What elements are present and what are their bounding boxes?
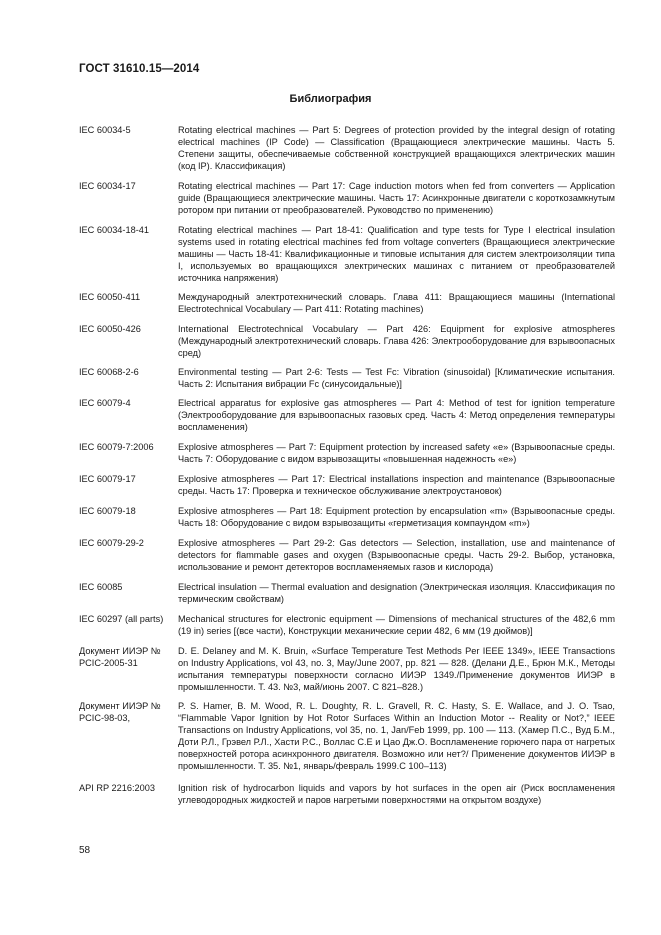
entry-description: Explosive atmospheres — Part 17: Electrical installations inspection and maintenance (Взрывоопасные среды. Часть 17: Проверка и техническое обслуживание электроустановок)	[178, 474, 615, 496]
entry-reference: IEC 60079-7:2006	[79, 442, 154, 452]
entry-description: Rotating electrical machines — Part 18-41: Qualification and type tests for Type I electrical insulation systems used in rotating electrical machines fed from voltage converters (Вращающиеся электрические машины — Часть 18-41: Квалификационные и типовые испытания для систем электроизоляции типа I, используемых во вращающихся электрических машинах с питанием от преобразователей источника напряжения)	[178, 225, 615, 283]
entry-description: Explosive atmospheres — Part 29-2: Gas detectors — Selection, installation, use and maintenance of detectors for flammable gases and oxygen (Взрывоопасные среды. Часть 29-2. Выбор, установка, использование и ремонт детекторов воспламеняемых газов и кислорода)	[178, 538, 615, 572]
document-code: ГОСТ 31610.15—2014	[79, 63, 200, 75]
entry-description: Explosive atmospheres — Part 18: Equipment protection by encapsulation «m» (Взрывоопасные среды. Часть 18: Оборудование с видом взрывозащиты «герметизация компаундом «m»)	[178, 506, 615, 528]
entry-description: Electrical insulation — Thermal evaluation and designation (Электрическая изоляция. Классификация по термическим свойствам)	[178, 582, 615, 604]
entry-reference: IEC 60050-426	[79, 324, 141, 334]
entry-reference: API RP 2216:2003	[79, 783, 155, 793]
entry-reference: IEC 60079-18	[79, 506, 136, 516]
entry-description: Mechanical structures for electronic equipment — Dimensions of mechanical structures of the 482,6 mm (19 in) series [(все части), Конструкции механические серии 482, 6 мм (19 дюймов)]	[178, 614, 615, 636]
page-number: 58	[79, 845, 91, 856]
entry-reference: IEC 60079-17	[79, 474, 136, 484]
entry-description: Ignition risk of hydrocarbon liquids and vapors by hot surfaces in the open air (Риск воспламенения углеводородных жидкостей и паров нагретыми поверхностями на открытом воздухе)	[178, 783, 615, 805]
entry-description: Rotating electrical machines — Part 17: Cage induction motors when fed from converters — Application guide (Вращающиеся электрические машины. Часть 17: Асинхронные двигатели с короткозамкнутым ротором при питании от преобразователей. Руководство по применению)	[178, 181, 615, 215]
entry-description: Explosive atmospheres — Part 7: Equipment protection by increased safety «е» (Взрывоопасные среды. Часть 7: Оборудование с видом взрывозащиты «повышенная надежность «е»)	[178, 442, 615, 464]
entry-description: Environmental testing — Part 2-6: Tests — Test Fc: Vibration (sinusoidal) [Климатические испытания. Часть 2: Испытания вибрации Fc (синусоидальные)]	[178, 367, 615, 389]
entry-description: Rotating electrical machines — Part 5: Degrees of protection provided by the integral design of rotating electrical machines (IP Code) — Classification (Вращающиеся электрические машины. Часть 5. Степени защиты, обеспечиваемые собственной конструкцией вращающихся электрических машин (код IP). Классификация)	[178, 125, 615, 171]
entry-reference: IEC 60068-2-6	[79, 367, 139, 377]
entry-reference: IEC 60034-18-41	[79, 225, 149, 235]
entry-reference: Документ ИИЭР № PCIC-2005-31	[79, 646, 161, 668]
entry-description: D. E. Delaney and M. K. Bruin, «Surface Temperature Test Methods Per IEEE 1349», IEEE Transactions on Industry Applications, vol 43, no. 3, May/June 2007, pp. 821 — 828. (Делани Д.Е., Брюн М.К., Методы испытания температуры поверхности согласно ИИЭР 1349./Применение документов ИИЭР в промышленности. Т. 43. №3, май/июнь 2007. С 821–828.)	[178, 646, 615, 692]
entry-reference: IEC 60079-4	[79, 398, 131, 408]
entry-description: Международный электротехнический словарь. Глава 411: Вращающиеся машины (International Electrotechnical Vocabulary — Part 411: Rotating machines)	[178, 292, 615, 314]
entry-reference: Документ ИИЭР № PCIC-98-03,	[79, 701, 161, 723]
entry-reference: IEC 60050-411	[79, 292, 141, 302]
entry-description: Electrical apparatus for explosive gas atmospheres — Part 4: Method of test for ignition temperature (Электрооборудование для взрывоопасных газовых сред. Часть 4: Метод определения температуры воспламенения)	[178, 398, 615, 432]
entry-description: P. S. Hamer, B. M. Wood, R. L. Doughty, R. L. Gravell, R. C. Hasty, S. E. Wallace, and J. O. Tsao, “Flammable Vapor Ignition by Hot Rotor Surfaces Within an Induction Motor -- Reality or Not?,” IEEE Transactions on Industry Applications, vol 35, no. 1, Jan/Feb 1999, pp. 100 — 113. (Хамер П.С., Вуд Б.М., Доти Р.Л., Грэвел Р.Л., Хасти Р.С., Воллас С.Е и Цао Дж.О. Воспламенение горючего пара от нагретых поверхностей ротора асинхронного двигателя. Возможно или нет?/ Применение документов ИИЭР в промышленности. Т. 35. №1, январь/февраль 1999.С 100–113)	[178, 701, 615, 771]
entry-reference: IEC 60034-17	[79, 181, 136, 191]
entry-reference: IEC 60079-29-2	[79, 538, 144, 548]
entry-reference: IEC 60297 (all parts)	[79, 614, 164, 624]
entry-reference: IEC 60034-5	[79, 125, 131, 135]
entry-reference: IEC 60085	[79, 582, 123, 592]
entry-description: International Electrotechnical Vocabulary — Part 426: Equipment for explosive atmospheres (Международный электротехнический словарь. Глава 426: Электрооборудование для взрывоопасных сред)	[178, 324, 615, 358]
section-title: Библиография	[289, 93, 372, 105]
